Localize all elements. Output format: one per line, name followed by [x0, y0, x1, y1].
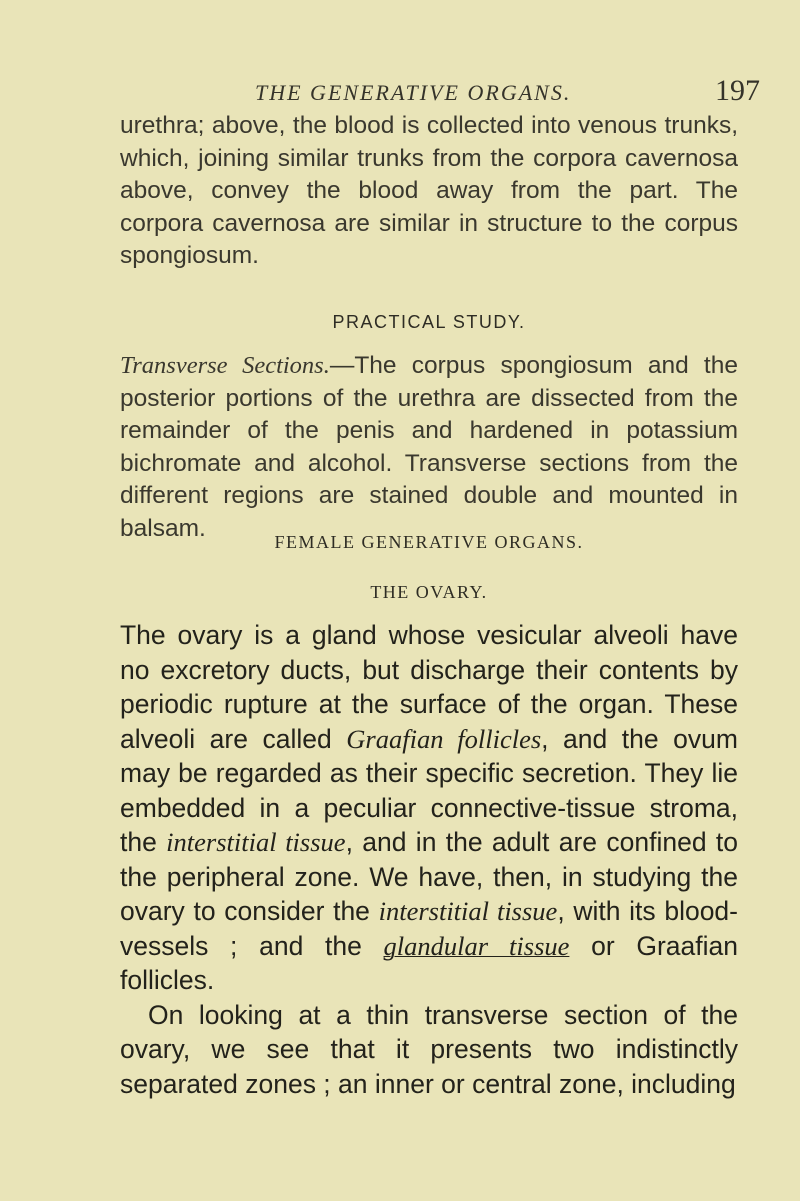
ovary-text-1: The ovary is a gland whose vesicular alveoli have no excretory ducts, but discharge their contents by periodic rupture at the surface of the organ. These alveoli are called: [120, 620, 738, 754]
opening-paragraph: urethra; above, the blood is collected into venous trunks, which, joining similar trunks from the corpora cavernosa above, convey the blood away from the part. The corpora cavernosa are similar in structure to the corpus spongiosum.: [120, 112, 738, 269]
interstitial-tissue-term-2: interstitial tissue: [378, 896, 558, 926]
ovary-body: [120, 618, 738, 1101]
page-number: 197: [715, 74, 760, 107]
ovary-text-2: , and the ovum may be regarded as their specific secretion. They lie embedded in a peculiar connective-tissue stroma, the: [120, 723, 738, 857]
transverse-sections-lead: Transverse Sections.: [120, 352, 330, 379]
practical-study-block: [120, 350, 738, 545]
page-header: [120, 74, 770, 108]
ovary-text-3: , and in the adult are confined to the peripheral zone. We have, then, in studying the ovary to consider the: [120, 827, 738, 926]
running-title: THE GENERATIVE ORGANS.: [255, 80, 572, 105]
practical-study-text: —The corpus spongiosum and the posterior portions of the urethra are dissected from the remainder of the penis and hardened in potassium bichromate and alcohol. Transverse sections from the different regions are stained double and mounted in balsam.: [120, 352, 738, 542]
graafian-follicles-term: Graafian follicles: [346, 723, 542, 754]
interstitial-tissue-term: interstitial tissue: [166, 827, 346, 857]
practical-study-paragraph: [120, 350, 738, 545]
ovary-heading: THE OVARY.: [370, 582, 488, 602]
glandular-tissue-term: glandular tissue: [383, 930, 570, 961]
ovary-text-5: or Graafian follicles.: [120, 930, 738, 995]
female-organs-heading: FEMALE GENERATIVE ORGANS.: [274, 532, 584, 552]
practical-study-heading: PRACTICAL STUDY.: [332, 312, 526, 332]
opening-paragraph-block: [120, 110, 738, 273]
last-paragraph: On looking at a thin transverse section of the ovary, we see that it presents two indistinctly separated zones ; an inner or central zone, including: [120, 999, 738, 1099]
ovary-text-4: , with its blood-vessels ; and the: [120, 896, 738, 961]
ovary-paragraph: [120, 618, 738, 998]
